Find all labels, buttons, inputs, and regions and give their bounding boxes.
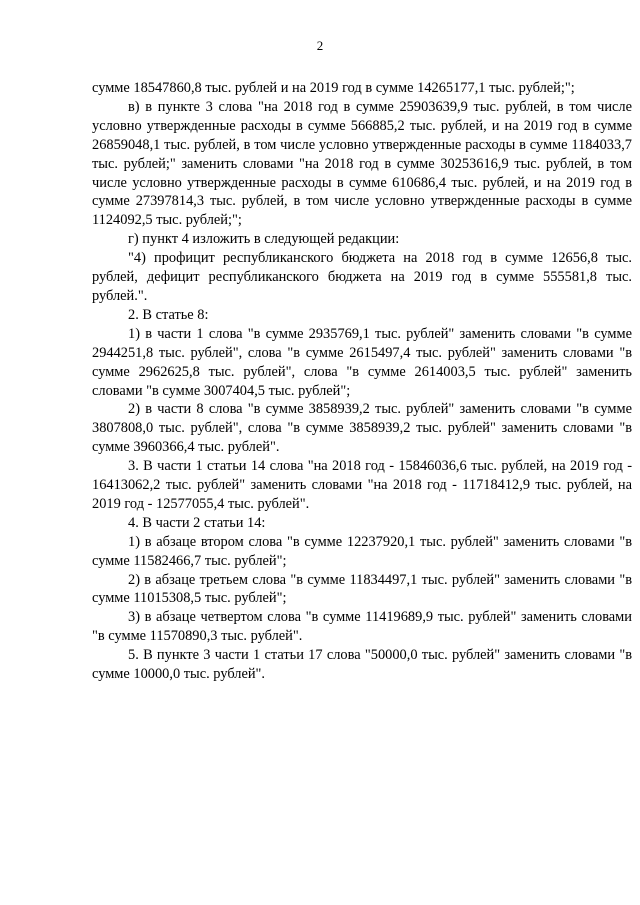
paragraph-section-4-item-3: 3) в абзаце четвертом слова "в сумме 11419689,9 тыс. рублей" заменить словами "в сумме 11570890,3 тыс. рублей". [92, 609, 632, 645]
paragraph-item-g: г) пункт 4 изложить в следующей редакции: [128, 231, 400, 248]
paragraph-item-v: в) в пункте 3 слова "на 2018 год в сумме 25903639,9 тыс. рублей, в том числе условно утвержденные расходы в сумме 566885,2 тыс. рублей, и на 2019 год в сумме 26859048,1 тыс. рублей, в том числе условно утвержденные расходы в сумме 1184033,7 тыс. рублей;" заменить словами "на 2018 год в сумме 30253616,9 тыс. рублей, в том числе условно утвержденные расходы в сумме 610686,4 тыс. рублей, и на 2019 год в сумме 27397814,3 тыс. рублей, в том числе условно утвержденные расходы в сумме 1124092,5 тыс. рублей;"; [92, 98, 632, 229]
paragraph-section-4-item-2: 2) в абзаце третьем слова "в сумме 11834497,1 тыс. рублей" заменить словами "в сумме 11015308,5 тыс. рублей"; [92, 571, 632, 607]
paragraph-section-3: 3. В части 1 статьи 14 слова "на 2018 год - 15846036,6 тыс. рублей, на 2019 год - 16413062,2 тыс. рублей" заменить словами "на 2018 год - 11718412,9 тыс. рублей, на 2019 год - 12577055,4 тыс. рублей". [92, 458, 632, 512]
document-body [92, 79, 632, 684]
paragraph-quote-item-4: "4) профицит республиканского бюджета на 2018 год в сумме 12656,8 тыс. рублей, дефицит республиканского бюджета на 2019 год в сумме 555581,8 тыс. рублей.". [92, 250, 632, 304]
paragraph-section-5: 5. В пункте 3 части 1 статьи 17 слова "50000,0 тыс. рублей" заменить словами "в сумме 10000,0 тыс. рублей". [92, 647, 632, 683]
paragraph-section-2-item-1: 1) в части 1 слова "в сумме 2935769,1 тыс. рублей" заменить словами "в сумме 2944251,8 тыс. рублей", слова "в сумме 2615497,4 тыс. рублей" заменить словами "в сумме 2962625,8 тыс. рублей", слова "в сумме 2614003,5 тыс. рублей" заменить словами "в сумме 3007404,5 тыс. рублей"; [92, 325, 632, 399]
page-number: 2 [316, 38, 324, 53]
paragraph-section-2-item-2: 2) в части 8 слова "в сумме 3858939,2 тыс. рублей" заменить словами "в сумме 3807808,0 тыс. рублей", слова "в сумме 3858939,2 тыс. рублей" заменить словами "в сумме 3960366,4 тыс. рублей". [92, 401, 632, 456]
paragraph-section-2: 2. В статье 8: [128, 306, 209, 323]
paragraph-section-4-item-1: 1) в абзаце втором слова "в сумме 12237920,1 тыс. рублей" заменить словами "в сумме 11582466,7 тыс. рублей"; [92, 533, 632, 569]
paragraph-section-4: 4. В части 2 статьи 14: [128, 514, 266, 531]
paragraph-continuation: сумме 18547860,8 тыс. рублей и на 2019 год в сумме 14265177,1 тыс. рублей;"; [92, 80, 575, 96]
